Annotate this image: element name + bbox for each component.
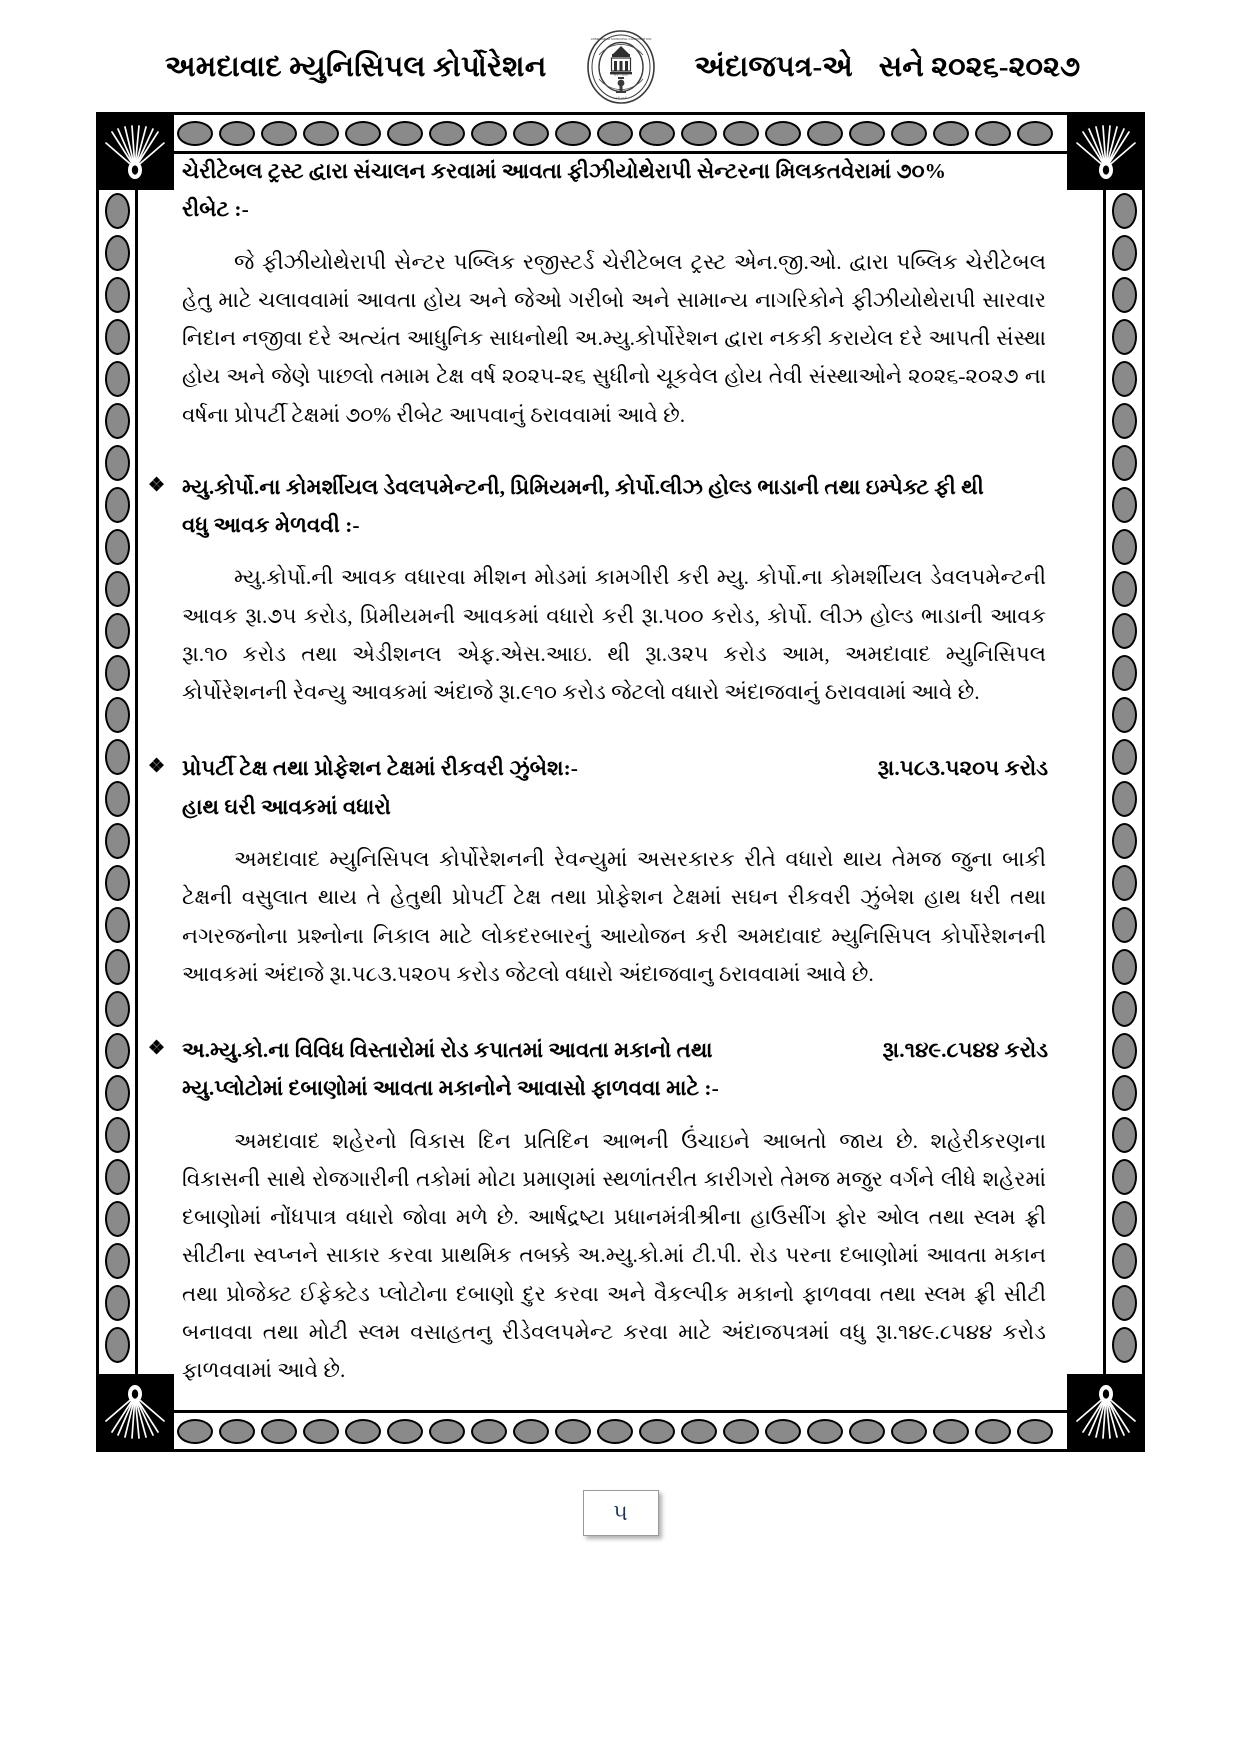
border-beads-bottom bbox=[174, 1410, 1067, 1452]
heading-text-line1: મ્યુ.કોર્પો.ના કોમર્શીયલ ડેવલપમેન્ટની, પ્રિમિયમની, કોર્પો.લીઝ હોલ્ડ ભાડાની તથા ઇમ્પેક્ટ ફી થી bbox=[182, 474, 984, 499]
page-header bbox=[0, 28, 1241, 106]
budget-item-3 bbox=[148, 749, 1048, 993]
document-label: અંદાજપત્ર-એ bbox=[694, 50, 853, 83]
document-title-year bbox=[659, 51, 1099, 84]
heading-text-line2: હાથ ઘરી આવકમાં વધારો bbox=[182, 794, 391, 819]
heading-text-line2: રીબેટ :- bbox=[182, 197, 249, 222]
allocation-amount: રૂા.૫૮૩.૫૨૦૫ કરોડ bbox=[877, 756, 1048, 781]
budget-item-paragraph: મ્યુ.કોર્પો.ની આવક વધારવા મીશન મોડમાં કામગીરી કરી મ્યુ. કોર્પો.ના કોમર્શીયલ ડેવલપમેન્ટની આવક રૂા.૭૫ કરોડ, પ્રિમીયમની આવકમાં વધારો કરી રૂા.૫૦૦ કરોડ, કોર્પો. લીઝ હોલ્ડ ભાડાની આવક રૂા.૧૦ કરોડ તથા એડીશનલ એફ.એસ.આઇ. થી રૂા.૩૨૫ કરોડ આમ, અમદાવાદ મ્યુનિસિપલ કોર્પોરેશનની રેવન્યુ આવકમાં અંદાજે રૂા.૯૧૦ કરોડ જેટલો વધારો અંદાજવાનું ઠરાવવામાં આવે છે. bbox=[182, 565, 1046, 705]
corner-ornament-bottom-right bbox=[1067, 1374, 1145, 1452]
budget-item-paragraph: અમદાવાદ મ્યુનિસિપલ કોર્પોરેશનની રેવન્યુમાં અસરકારક રીતે વધારો થાય તેમજ જુના બાકી ટેક્ષની વસુલાત થાય તે હેતુથી પ્રોપર્ટી ટેક્ષ તથા પ્રોફેશન ટેક્ષમાં સઘન રીકવરી ઝુંબેશ હાથ ધરી તથા નગરજનોના પ્રશ્નોના નિકાલ માટે લોકદરબારનું આયોજન કરી અમદાવાદ મ્યુનિસિપલ કોર્પોરેશનની આવકમાં અંદાજે રૂા.૫૮૩.૫૨૦૫ કરોડ જેટલો વધારો અંદાજવાનુ ઠરાવવામાં આવે છે. bbox=[182, 846, 1046, 986]
diamond-bullet-icon: ❖ bbox=[148, 756, 166, 778]
corner-ornament-top-right bbox=[1067, 112, 1145, 190]
heading-text-line2: વધુ આવક મેળવવી :- bbox=[182, 513, 360, 538]
budget-item-heading bbox=[148, 749, 1048, 826]
page-number: ૫ bbox=[613, 1500, 628, 1525]
fiscal-year: સને ૨૦૨૬-૨૦૨૭ bbox=[878, 50, 1081, 83]
document-body bbox=[148, 152, 1048, 1393]
diamond-bullet-icon: ❖ bbox=[148, 159, 166, 180]
svg-text:AHMEDABAD MUNICIPAL CORPORATIO: AHMEDABAD MUNICIPAL CORPORATION bbox=[590, 37, 651, 41]
budget-item-paragraph: અમદાવાદ શહેરનો વિકાસ દિન પ્રતિદિન આભની ઉંચાઇને આબતો જાય છે. શહેરીકરણના વિકાસની સાથે રોજગારીની તકોમાં મોટા પ્રમાણમાં સ્થળાંતરીત કારીગરો તેમજ મજુર વર્ગને લીધે શહેરમાં દબાણોમાં નોંધપાત્ર વધારો જોવા મળે છે. આર્ષદ્રષ્ટા પ્રધાનમંત્રીશ્રીના હાઉસીંગ ફોર ઓલ તથા સ્લમ ફ્રી સીટીના સ્વપ્નને સાકાર કરવા પ્રાથમિક તબક્કે અ.મ્યુ.કો.માં ટી.પી. રોડ પરના દબાણોમાં આવતા મકાન તથા પ્રોજેક્ટ ઈફેક્ટેડ પ્લોટોના દબાણો દુર કરવા અને વૈકલ્પીક મકાનો ફાળવવા તથા સ્લમ ફ્રી સીટી બનાવવા તથા મોટી સ્લમ વસાહતનુ રીડેવલપમેન્ટ કરવા માટે અંદાજપત્રમાં વધુ રૂા.૧૪૯.૮૫૪૪ કરોડ ફાળવવામાં આવે છે. bbox=[182, 1128, 1046, 1383]
svg-text:કર્મ • ધર્મ: કર્મ • ધર્મ bbox=[614, 96, 627, 100]
diamond-bullet-icon: ❖ bbox=[148, 474, 166, 496]
budget-item-paragraph: જે ફીઝીયોથેરાપી સેન્ટર પબ્લિક રજીસ્ટર્ડ ચેરીટેબલ ટ્રસ્ટ એન.જી.ઓ. દ્વારા પબ્લિક ચેરીટેબલ હેતુ માટે ચલાવવામાં આવતા હોય અને જેઓ ગરીબો અને સામાન્ય નાગરિકોને ફીઝીયોથેરાપી સારવાર નિદાન નજીવા દરે અત્યંત આધુનિક સાધનોથી અ.મ્યુ.કોર્પોરેશન દ્વારા નકકી કરાયેલ દરે આપતી સંસ્થા હોય અને જેણે પાછલો તમામ ટેક્ષ વર્ષ ૨૦૨૫-૨૬ સુધીનો ચૂકવેલ હોય તેવી સંસ્થાઓને ૨૦૨૬-૨૦૨૭ ના વર્ષના પ્રોપર્ટી ટેક્ષમાં ૭૦% રીબેટ આપવાનું ઠરાવવામાં આવે છે. bbox=[182, 249, 1046, 427]
svg-text:EST. 1950: EST. 1950 bbox=[613, 72, 628, 77]
border-beads-left bbox=[96, 190, 138, 1374]
budget-item-heading bbox=[148, 152, 1048, 229]
allocation-amount: રૂા.૧૪૯.૮૫૪૪ કરોડ bbox=[882, 1038, 1048, 1063]
heading-text-line1: પ્રોપર્ટી ટેક્ષ તથા પ્રોફેશન ટેક્ષમાં રીકવરી ઝુંબેશ:- bbox=[182, 756, 578, 781]
heading-text-line1: ચેરીટેબલ ટ્રસ્ટ દ્વારા સંચાલન કરવામાં આવતા ફીઝીયોથેરાપી સેન્ટરના મિલકતવેરામાં ૭૦% bbox=[182, 159, 947, 183]
page-number-box bbox=[583, 1490, 659, 1536]
budget-item-1 bbox=[148, 152, 1048, 434]
border-beads-right bbox=[1103, 190, 1145, 1374]
budget-item-heading bbox=[148, 468, 1048, 545]
heading-text-line2: મ્યુ.પ્લોટોમાં દબાણોમાં આવતા મકાનોને આવાસો ફાળવવા માટે :- bbox=[182, 1076, 719, 1101]
organization-name: અમદાવાદ મ્યુનિસિપલ કોર્પોરેશન bbox=[165, 50, 547, 83]
municipal-seal-icon bbox=[583, 29, 659, 105]
budget-item-4 bbox=[148, 1031, 1048, 1389]
budget-item-2 bbox=[148, 468, 1048, 712]
diamond-bullet-icon: ❖ bbox=[148, 1038, 166, 1060]
budget-item-heading bbox=[148, 1031, 1048, 1108]
heading-text-line1: અ.મ્યુ.કો.ના વિવિધ વિસ્તારોમાં રોડ કપાતમાં આવતા મકાનો તથા bbox=[182, 1038, 713, 1063]
border-beads-top bbox=[174, 112, 1067, 154]
